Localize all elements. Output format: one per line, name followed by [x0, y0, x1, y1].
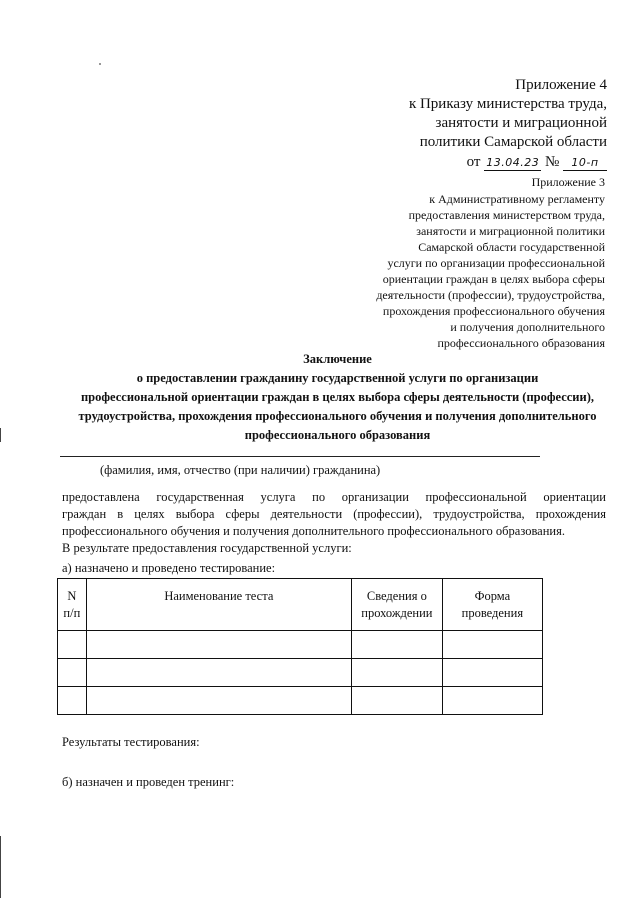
header-cell-form — [442, 579, 542, 631]
appendix-4-line: занятости и миграционной — [435, 115, 607, 131]
appendix-4-line: Приложение 4 — [515, 77, 607, 93]
appendix-3-line: и получения дополнительного — [450, 320, 605, 334]
header-text: прохождении — [361, 606, 433, 620]
table-cell[interactable] — [86, 631, 351, 659]
header-cell-number — [58, 579, 87, 631]
title-line: трудоустройства, прохождения профессионального обучения и получения дополнительного — [78, 409, 597, 423]
testing-results-label: Результаты тестирования: — [62, 735, 200, 749]
title-line: о предоставлении гражданину государственной услуги по организации — [136, 371, 539, 385]
table-row — [58, 659, 543, 687]
table-header-row — [58, 579, 543, 631]
result-intro: В результате предоставления государственной услуги: — [62, 541, 352, 555]
table-cell[interactable] — [58, 687, 87, 715]
appendix-4-line: к Приказу министерства труда, — [408, 96, 607, 112]
appendix-3-line: прохождения профессионального обучения — [382, 304, 605, 318]
appendix-3-header — [376, 174, 605, 351]
table-cell[interactable] — [352, 659, 443, 687]
appendix-3-line: деятельности (профессии), трудоустройства, — [376, 288, 605, 302]
table-cell[interactable] — [442, 659, 542, 687]
header-text: Наименование теста — [164, 589, 274, 603]
appendix-4-line: политики Самарской области — [419, 134, 607, 150]
appendix-3-line: Самарской области государственной — [418, 240, 605, 254]
appendix-3-line: Приложение 3 — [531, 175, 605, 189]
scan-speck — [99, 63, 101, 65]
service-paragraph — [62, 489, 606, 557]
appendix-4-header — [409, 76, 607, 172]
title-line: профессиональной ориентации граждан в целях выбора сферы деятельности (профессии), — [80, 390, 595, 404]
table-cell[interactable] — [352, 687, 443, 715]
appendix-3-line: предоставления министерством труда, — [408, 208, 605, 222]
header-text: Форма — [474, 589, 511, 603]
header-cell-completion — [352, 579, 443, 631]
number-label: № — [544, 154, 560, 170]
header-text: проведения — [461, 606, 524, 620]
table-cell[interactable] — [86, 659, 351, 687]
table-cell[interactable] — [86, 687, 351, 715]
appendix-3-line: профессионального образования — [437, 336, 605, 350]
handwritten-number: 10-п — [563, 155, 607, 171]
table-row — [58, 631, 543, 659]
citizen-name-caption: (фамилия, имя, отчество (при наличии) гражданина) — [100, 463, 381, 477]
header-cell-test-name — [86, 579, 351, 631]
table-cell[interactable] — [58, 631, 87, 659]
appendix-3-line: занятости и миграционной политики — [416, 224, 605, 238]
table-cell[interactable] — [442, 631, 542, 659]
citizen-name-field — [60, 456, 540, 457]
paragraph-line: профессионального обучения и получения дополнительного профессионального образования. — [62, 524, 565, 538]
order-date-number-line — [409, 153, 607, 172]
testing-table — [57, 578, 543, 715]
header-text: Сведения о — [366, 589, 427, 603]
title-line: профессионального образования — [244, 428, 431, 442]
testing-label: а) назначено и проведено тестирование: — [62, 561, 276, 575]
appendix-3-line: к Административному регламенту — [429, 192, 605, 206]
table-cell[interactable] — [58, 659, 87, 687]
handwritten-date: 13.04.23 — [486, 156, 540, 169]
appendix-3-line: услуги по организации профессиональной — [387, 256, 605, 270]
date-prefix: от — [466, 154, 481, 170]
appendix-3-line: ориентации граждан в целях выбора сферы — [382, 272, 605, 286]
training-label: б) назначен и проведен тренинг: — [62, 775, 235, 789]
table-cell[interactable] — [442, 687, 542, 715]
scan-edge-mark — [0, 836, 1, 898]
header-text: п/п — [63, 606, 81, 620]
paragraph-line: предоставлена государственная услуга по организации профессиональной ориентации — [62, 490, 606, 504]
table-cell[interactable] — [352, 631, 443, 659]
header-text: N — [67, 589, 77, 603]
document-title — [55, 350, 620, 445]
paragraph-line: граждан в целях выбора сферы деятельности (профессии), трудоустройства, прохождения — [62, 507, 606, 521]
scan-edge-mark — [0, 428, 1, 442]
title-heading: Заключение — [303, 352, 372, 366]
table-row — [58, 687, 543, 715]
